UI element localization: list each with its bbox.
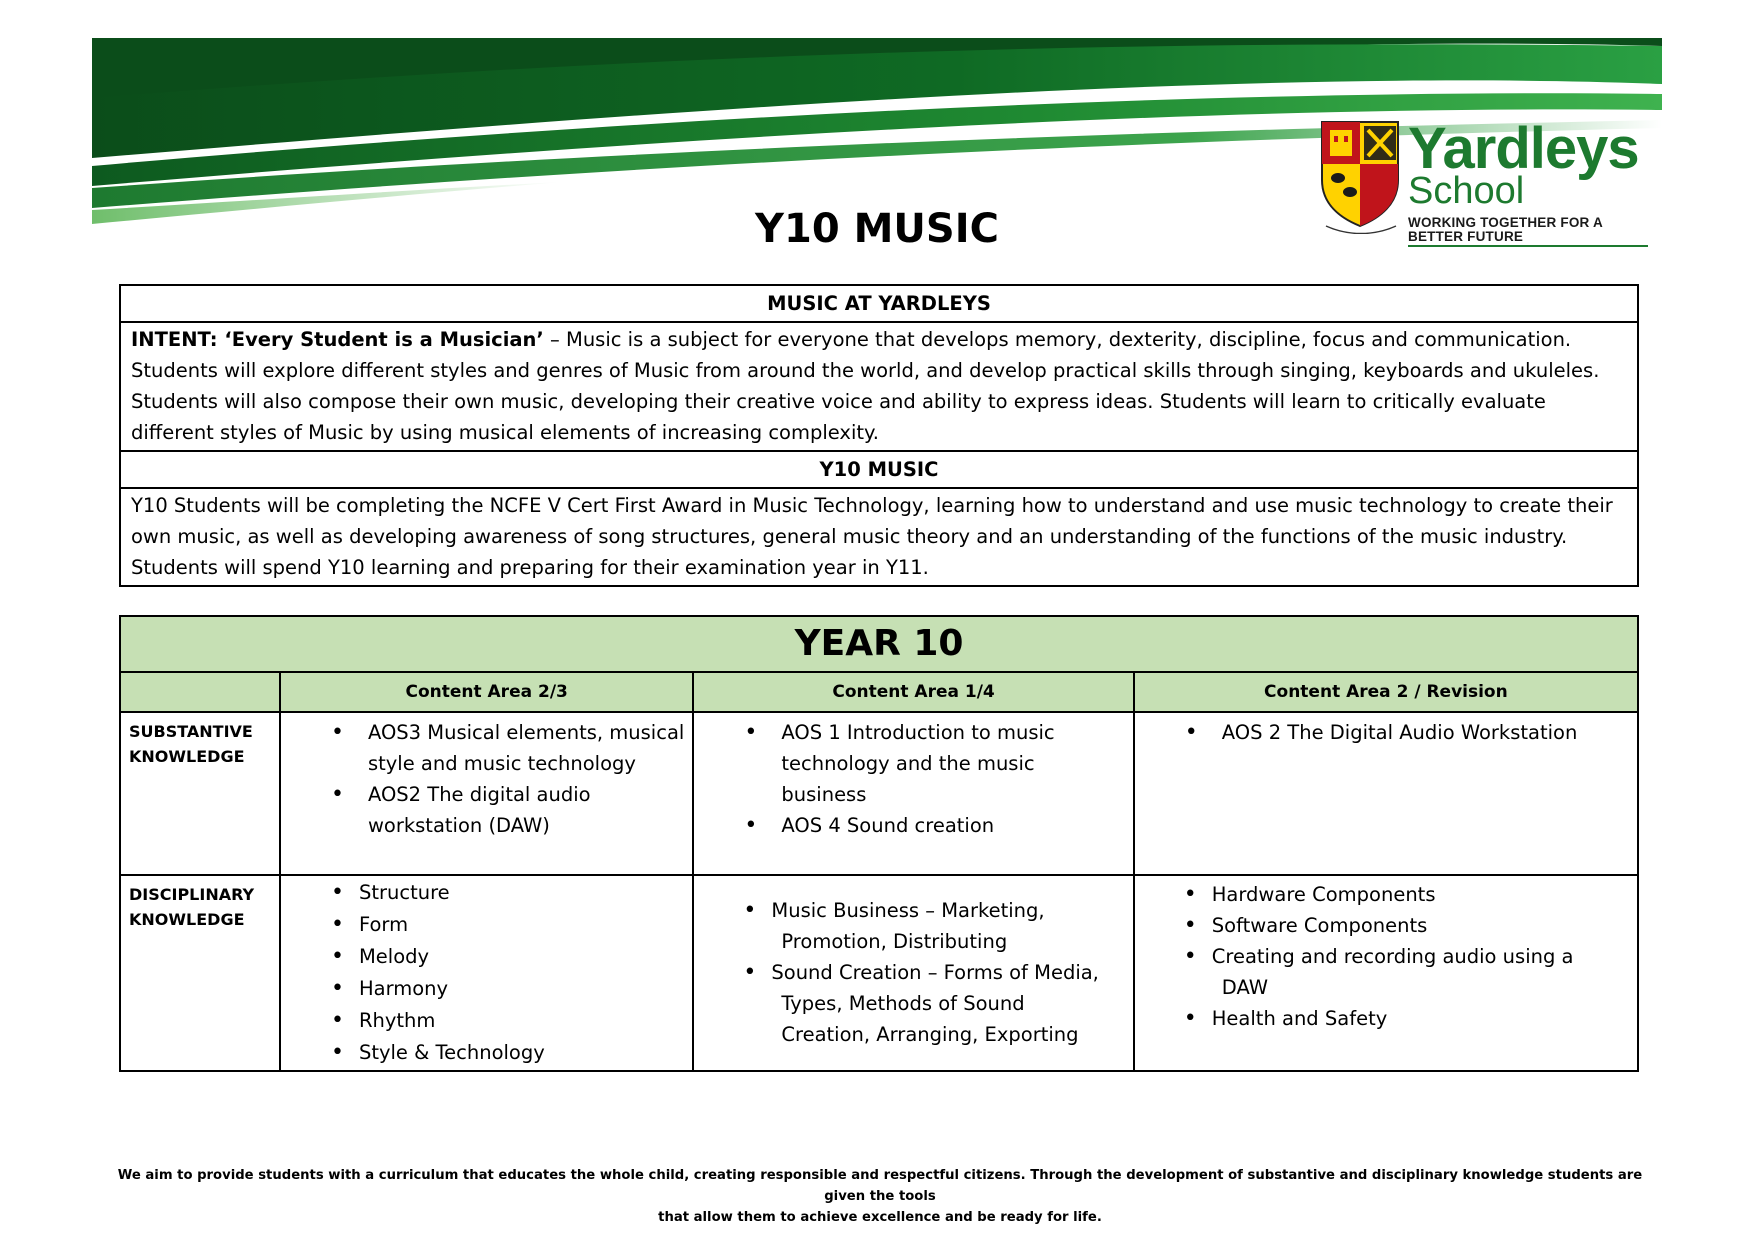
list-item: • Hardware Components bbox=[1212, 879, 1630, 910]
substantive-cell-1 bbox=[280, 712, 693, 875]
list-item: • Music Business – Marketing, Promotion, Distributing bbox=[771, 895, 1125, 957]
year-10-table bbox=[119, 615, 1639, 1072]
logo-name: Yardleys bbox=[1408, 116, 1639, 181]
list-item: • Software Components bbox=[1212, 910, 1630, 941]
intent-cell bbox=[120, 322, 1638, 451]
col-head-blank bbox=[120, 672, 280, 712]
year-title: YEAR 10 bbox=[120, 616, 1638, 672]
substantive-cell-3 bbox=[1134, 712, 1638, 875]
list-item: • AOS3 Musical elements, musical style and music technology bbox=[368, 717, 685, 779]
page-title: Y10 MUSIC bbox=[755, 206, 999, 252]
disciplinary-cell-2 bbox=[693, 875, 1133, 1071]
y10-description: Y10 Students will be completing the NCFE V Cert First Award in Music Technology, learning how to understand and use music technology to create their own music, as well as developing awareness of song structures, general music theory and an understanding of the functions of the music industry. Students will spend Y10 learning and preparing for their examination year in Y11. bbox=[120, 488, 1638, 586]
intro-heading: MUSIC AT YARDLEYS bbox=[120, 285, 1638, 322]
disciplinary-cell-3 bbox=[1134, 875, 1638, 1071]
footer-statement: We aim to provide students with a curriculum that educates the whole child, creating responsible and respectful citizens. Through the development of substantive and disciplinary knowledge students are given the tools that allow them to achieve excellence and be ready for life. bbox=[117, 1168, 1643, 1225]
list-item: • Melody bbox=[359, 941, 685, 973]
list-item: • Structure bbox=[359, 877, 685, 909]
col-head-1: Content Area 2/3 bbox=[280, 672, 693, 712]
intro-table bbox=[119, 284, 1639, 587]
list-item: • AOS 1 Introduction to music technology and the music business bbox=[781, 717, 1125, 810]
logo-subtitle: School bbox=[1408, 170, 1525, 212]
logo-tagline: WORKING TOGETHER FOR A BETTER FUTURE bbox=[1408, 216, 1648, 247]
list-item: • AOS 4 Sound creation bbox=[781, 810, 1125, 841]
row-label-disciplinary: DISCIPLINARY KNOWLEDGE bbox=[120, 875, 280, 1071]
list-item: • Harmony bbox=[359, 973, 685, 1005]
list-item: • Health and Safety bbox=[1212, 1003, 1630, 1034]
row-label-substantive: SUBSTANTIVE KNOWLEDGE bbox=[120, 712, 280, 875]
list-item: • Rhythm bbox=[359, 1005, 685, 1037]
list-item: • Creating and recording audio using a DAW bbox=[1212, 941, 1630, 1003]
intent-label: INTENT: ‘Every Student is a Musician’ bbox=[131, 328, 544, 351]
col-head-3: Content Area 2 / Revision bbox=[1134, 672, 1638, 712]
list-item: • AOS 2 The Digital Audio Workstation bbox=[1222, 717, 1630, 748]
list-item: • Style & Technology bbox=[359, 1037, 685, 1069]
list-item: • Form bbox=[359, 909, 685, 941]
y10-heading: Y10 MUSIC bbox=[120, 451, 1638, 488]
disciplinary-cell-1 bbox=[280, 875, 693, 1071]
substantive-cell-2 bbox=[693, 712, 1133, 875]
intent-text: – Music is a subject for everyone that develops memory, dexterity, discipline, focus and communication. Students will explore different styles and genres of Music from around the world, and develop practical skills through singing, keyboards and ukuleles. Students will also compose their own music, developing their creative voice and ability to express ideas. Students will learn to critically evaluate different styles of Music by using musical elements of increasing complexity. bbox=[131, 328, 1600, 444]
col-head-2: Content Area 1/4 bbox=[693, 672, 1133, 712]
list-item: • Sound Creation – Forms of Media, Types, Methods of Sound Creation, Arranging, Exporting bbox=[771, 957, 1125, 1050]
list-item: • AOS2 The digital audio workstation (DAW) bbox=[368, 779, 685, 841]
